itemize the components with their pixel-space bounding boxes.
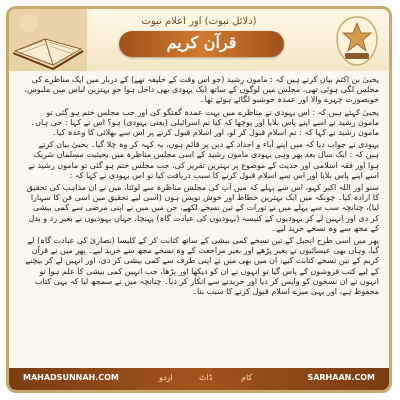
- header-banner: [9, 9, 389, 71]
- paragraph: یحییٰ کہتے ہیں کہ : اس یہودی نے مناظرے میں بہت عمدہ گفتگو کی اور جب مجلس ختم ہو گئی تو مامون رشید نے اسے اپنے پاس بلایا اور پوچھا کہ کیا تم اسرائیلی (یعنی یہودی) ہو؟ اس نے کہا : جی ہاں۔ مامون رشید نے کہا کہ : تم اسلام قبول کر لو، اور اسلام قبول کرنے پر اس سے بھلائی کا وعدہ کیا۔: [30, 107, 379, 138]
- footer-text: ڈاٹ: [199, 373, 213, 382]
- footer-text: اردو: [159, 373, 173, 382]
- site-link-sarhaan[interactable]: SARHAAN.COM: [307, 373, 375, 382]
- paragraph: یہودی نے جواب دیا کہ میں اپنے آباء و اجداد کے دین پر قائم ہوں، یہ کہہ کر وہ چلا گیا۔ یحییٰ بیان کرتے ہیں کہ : ایک سال بعد پھر وہی یہودی مامون رشید کے اسی مجلس مناظرہ میں بحیثیت مسلمان شریک ہوا اور فقہ اسلامی اور حدیث کے موضوع پر بہترین تقریر کی، جب مجلس ختم ہو گئی تو مامون رشید نے اسے اپنے پاس بلایا اور اس سے اسلام قبول کرنے کا سبب دریافت کیا تو اس یہودی نے کہا کہ :: [28, 140, 379, 180]
- site-logo-icon: [331, 13, 383, 69]
- paragraph: پھر میں اسی طرح انجیل کے تین نسخے کمی بیشی کے ساتھ کتابت کر کے کلیسا (نصاریٰ کی عبادت گاہ) لے گیا، وہاں بھی عیسائیوں نے بغیر پڑھے اور بغیر مراجعت کے وہ نسخے مجھ سے خرید لیے۔ پھر میں نے قرآن کریم کے تین نسخے کتابت کیے، ان میں بھی میں نے اپنی طرف سے کمی بیشی کر دی، اور انہیں لے کر بیچنے کے لیے کتب فروشوں کے پاس گیا تو انہوں نے ان کو دیکھا اور پڑھا، جب انہیں کمی بیشی کا علم ہوا تو انہوں نے ان نسخوں کو واپس کر دیا اور خریدنے سے انکار کر دیا۔ چنانچہ میں نے سمجھ لیا کہ یہی کتاب محفوظ ہے، اور یہی میرے اسلام قبول کرنے کا سبب بنا۔: [25, 236, 379, 297]
- quran-book-icon: [9, 9, 87, 71]
- paragraph: سنو اور اللہ اکبر کہو، اس سے پہلے کہ میں آپ کی مجلس مناظرہ سے لوٹتا، میں نے ان مذاہب کی تحقیق کا ارادہ کیا۔ چونکہ میں ایک بہترین خطاط اور خوش نویس ہوں (اسی لیے تحقیق میں اسی فن کا سہارا لیا)، چنانچہ سب سے پہلے میں نے تورات کے تین نسخے لکھے، جن میں میں نے اپنی مرضی سے کمی بیشی کر دی اور انہیں لے کر یہودیوں کے کنیسہ (یہودیوں کی عبادت گاہ) پہنچا، جہاں یہودیوں نے بغیر رد و بدل کے مجھ سے وہ نسخے خرید لیے۔: [26, 183, 379, 233]
- page-title: قرآن کریم: [166, 33, 237, 52]
- footer-bar: [9, 368, 389, 390]
- footer-text: کام: [241, 373, 253, 382]
- subtitle: (دلائل نبوت) اور اعلام نبوت: [141, 16, 257, 27]
- site-link-mahadsunnah[interactable]: MAHADSUNNAH.COM: [23, 373, 119, 382]
- paragraph: یحییٰ بن اکثم بیان کرتے ہیں کہ : مامون رشید (جو اس وقت کے خلیفہ تھے) کے دربار میں ایک مناظرے کی مجلس لگی ہوئی تھی، مجلس میں لوگوں کے ساتھ ایک یہودی بھی داخل ہوا جو بہترین لباس میں ملبوس، خوبصورت چہرے والا اور عمدہ خوشبو لگائے ہوئے تھا۔: [24, 75, 379, 105]
- title-banner: [119, 31, 284, 57]
- article-body: [23, 75, 379, 361]
- post-card: [6, 6, 392, 393]
